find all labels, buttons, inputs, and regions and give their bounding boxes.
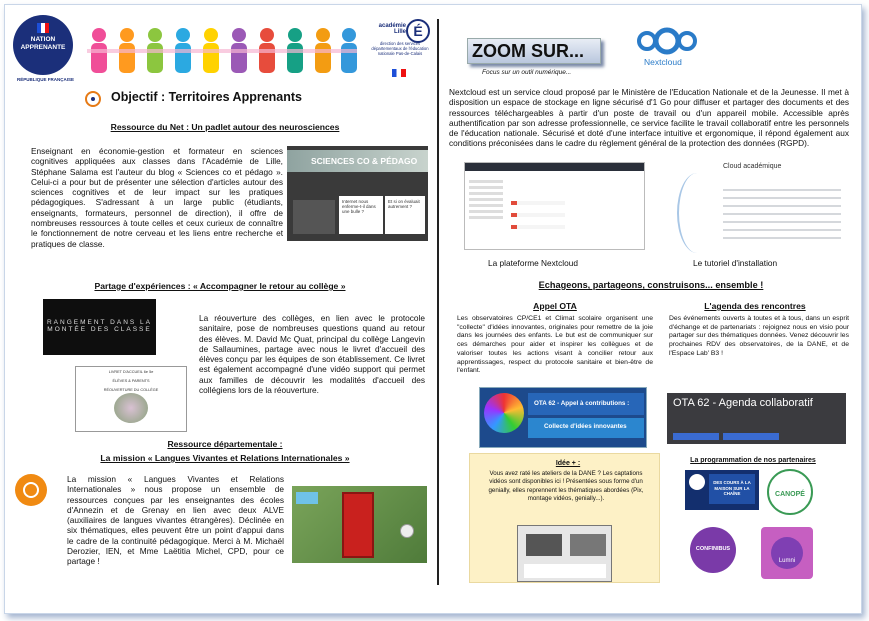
zoom-title: ZOOM SUR... bbox=[467, 38, 601, 64]
caption-platform: La plateforme Nextcloud bbox=[488, 258, 578, 268]
agenda-heading: L'agenda des rencontres bbox=[704, 301, 806, 311]
blog-title: SCIENCES CO & PÉDAGO bbox=[287, 150, 428, 172]
ota-text: Les observatoires CP/CE1 et Climat scolaire organisent une "collecte" d'idées innovantes, originales pour remettre de la joie dans les journées des enfants. Le but est de communiquer sur ces démarches pour aider et inspirer les collègues et de valoriser toutes les actions visant à concilier retour aux apprentissages, respect du protocole sanitaire et bien-être de l'enfant. bbox=[457, 315, 653, 375]
tree-illustration bbox=[114, 393, 148, 423]
sciences-co-blog-image[interactable] bbox=[287, 146, 428, 241]
agenda-collaboratif-card[interactable] bbox=[667, 393, 846, 444]
compass-rose-icon bbox=[484, 393, 524, 433]
ota-heading: Appel OTA bbox=[533, 301, 577, 311]
langues-vivantes-image[interactable] bbox=[292, 486, 427, 563]
partner3-label: CONFINIBUS bbox=[695, 546, 731, 552]
children-chain-illustration bbox=[87, 25, 357, 79]
partner-cours-maison-logo[interactable] bbox=[685, 470, 759, 510]
idee-heading: Idée + : bbox=[555, 460, 581, 467]
partner-canope-logo[interactable] bbox=[767, 469, 813, 515]
tutorial-title: Cloud académique bbox=[723, 163, 782, 170]
partner1-label: DES COURS À LA MAISON SUR LA CHAÎNE bbox=[709, 474, 755, 504]
video-tile bbox=[526, 534, 562, 556]
academie-name: académie Lille bbox=[378, 23, 406, 35]
livret-line2: ÉLÈVES & PARENTS bbox=[112, 379, 150, 383]
objective-title: Objectif : Territoires Apprenants bbox=[111, 90, 303, 104]
s2-text: La réouverture des collèges, en lien avec le protocole sanitaire, pose de nombreuses questions quand au retour des élèves. M. David Mc Quat, principal du collège Langevin de Sallaumines, partage avec nous le livret d'accueil des élèves conçu par les équipes de son établissement. Ce livret est également accompagné d'une vidéo support qui permet aux familles de découvrir les modalités d'accueil des collégiens lors de la réouverture. bbox=[199, 313, 425, 396]
academie-sub: direction des services départementaux de l'éducation nationale Pas-de-Calais bbox=[371, 41, 429, 56]
academie-lille-logo bbox=[368, 19, 432, 83]
partner-badge-icon bbox=[689, 474, 705, 490]
nextcloud-text: Nextcloud est un service cloud proposé par le Ministère de l'Education Nationale et de la Jeunesse. Il met à disposition un espace de stockage en ligne sécurisé d'1 Go pour diffuser et partager des documents et des ressources téléchargeables à partir d'un poste de travail ou d'un appareil mobile. Accessible après authentification par son adresse professionnelle, ce service facilite le travail collaboratif entre les personnels de l'éducation nationale. Sécurisé et doté d'une interface intuitive et ergonomique, il répond également aux conditions préconisées dans le cadre du règlement général de la protection des données (RGPD). bbox=[449, 87, 849, 149]
nextcloud-wordmark: Nextcloud bbox=[644, 57, 682, 67]
genially-image[interactable] bbox=[517, 525, 612, 582]
ota-card-line1: OTA 62 - Appel à contributions : bbox=[528, 393, 644, 415]
program-tile bbox=[524, 564, 606, 578]
file-row bbox=[511, 201, 565, 205]
video-thumbnail[interactable] bbox=[43, 299, 156, 355]
column-divider bbox=[437, 19, 439, 585]
academie-e-icon: É bbox=[406, 19, 430, 43]
republique-label: RÉPUBLIQUE FRANÇAISE bbox=[17, 77, 75, 82]
partner-confinibus-logo[interactable] bbox=[690, 527, 736, 573]
nextcloud-platform-screenshot[interactable] bbox=[464, 162, 645, 250]
idee-text: Vous avez raté les ateliers de la DANE ? Les captations vidéos sont disponibles ici ! Présentées sous forme d'un genially, elles reprennent les thématiques abordées (Pix, montage vidéos, genially...). bbox=[488, 470, 644, 503]
app-bar bbox=[465, 163, 644, 171]
ota-card-line2: Collecte d'idées innovantes bbox=[528, 418, 644, 438]
livret-line1: LIVRET D'ACCUEIL 6e 5e bbox=[108, 370, 154, 374]
blog-card-3: Et si on évaluait autrement ? bbox=[385, 196, 425, 234]
partner-lumni-logo[interactable] bbox=[761, 527, 813, 579]
na-logo-line2: APPRENANTE bbox=[20, 44, 66, 51]
blog-card-2: Internet nous enferme-t-il dans une bulle ? bbox=[339, 196, 383, 234]
s3-text: La mission « Langues Vivantes et Relations Internationales » nous propose un ensemble de ressources conçues par les enseignantes des écoles d'Annezin et de Grenay en lien avec deux ALVE (auxiliaires de langues vivantes étrangères). Déclinée en six thématiques, elles peuvent être un point d'appui dans le cadre de la continuité pédagogique. Merci à M. Michaël Derozier, IEN, et Mme Laëtitia Michel, CPD, pour ce partage ! bbox=[67, 474, 284, 567]
s1-text: Enseignant en économie-gestion et formateur en sciences cognitives appliquées aux classes dans l'Académie de Lille, Stéphane Salama est l'auteur du blog « Sciences co et pédago ». Celui-ci a pour but de présenter une sélection d'articles autour des sciences cognitives et de leur impact sur les pratiques pédagogiques. S'adressant à un large public (étudiants, enseignants, formateurs, personnel de direction), il offre de nombreuses ressources à toute celles et ceux curieux de connaître le fonctionnement de notre cerveau et les liens entre recherche et pratiques de classe. bbox=[31, 146, 283, 249]
sidebar bbox=[469, 177, 503, 245]
agenda-card-title: OTA 62 - Agenda collaboratif bbox=[673, 397, 813, 409]
caption-tutorial: Le tutoriel d'installation bbox=[693, 258, 778, 268]
flag-icon bbox=[37, 23, 49, 33]
partner2-label: CANOPÉ bbox=[775, 491, 805, 498]
phone-booth-illustration bbox=[342, 492, 374, 558]
clock-icon bbox=[400, 524, 414, 538]
s3-heading1: Ressource départementale : bbox=[167, 439, 283, 449]
agenda-button-2[interactable] bbox=[723, 433, 779, 440]
s2-heading: Partage d'expériences : « Accompagner le retour au collège » bbox=[94, 281, 346, 291]
presentation-tile bbox=[570, 534, 606, 556]
video-thumbnail-text: RANGEMENT DANS LA MONTÉE DES CLASSE bbox=[46, 319, 153, 333]
ota-appel-card[interactable] bbox=[479, 387, 647, 448]
na-logo-line1: NATION bbox=[30, 36, 56, 43]
flag-icon bbox=[392, 69, 406, 77]
blog-card-image bbox=[293, 200, 335, 234]
livret-accueil-image[interactable] bbox=[75, 366, 187, 432]
figure-illustration bbox=[677, 173, 717, 253]
section-title: Echageons, partageons, construisons... ensemble ! bbox=[538, 280, 764, 290]
s3-heading2: La mission « Langues Vivantes et Relations Internationales » bbox=[100, 453, 350, 463]
newsletter-page bbox=[4, 4, 862, 614]
installation-tutorial-screenshot[interactable] bbox=[669, 153, 859, 253]
livret-line3: RÉOUVERTURE DU COLLÈGE bbox=[103, 388, 159, 392]
agenda-button-1[interactable] bbox=[673, 433, 719, 440]
s1-heading: Ressource du Net : Un padlet autour des neurosciences bbox=[110, 122, 340, 132]
zoom-subtitle: Focus sur un outil numérique... bbox=[482, 69, 572, 76]
file-row bbox=[511, 225, 565, 229]
globe-icon bbox=[15, 474, 47, 506]
target-icon bbox=[85, 91, 101, 107]
partner4-label: Lumni bbox=[771, 537, 803, 569]
file-row bbox=[511, 213, 565, 217]
nation-apprenante-logo bbox=[13, 15, 73, 75]
agenda-text: Des événements ouverts à toutes et à tous, dans un esprit d'échange et de partenariats : rejoignez nous en visio pour partager sur des thématiques données. Venez découvrir les prochaines RDV des observatoires, de la DANE, et de l'Espace Lab' B3 ! bbox=[669, 315, 849, 357]
partners-heading: La programmation de nos partenaires bbox=[690, 457, 816, 464]
thumbnail-image bbox=[296, 492, 318, 504]
